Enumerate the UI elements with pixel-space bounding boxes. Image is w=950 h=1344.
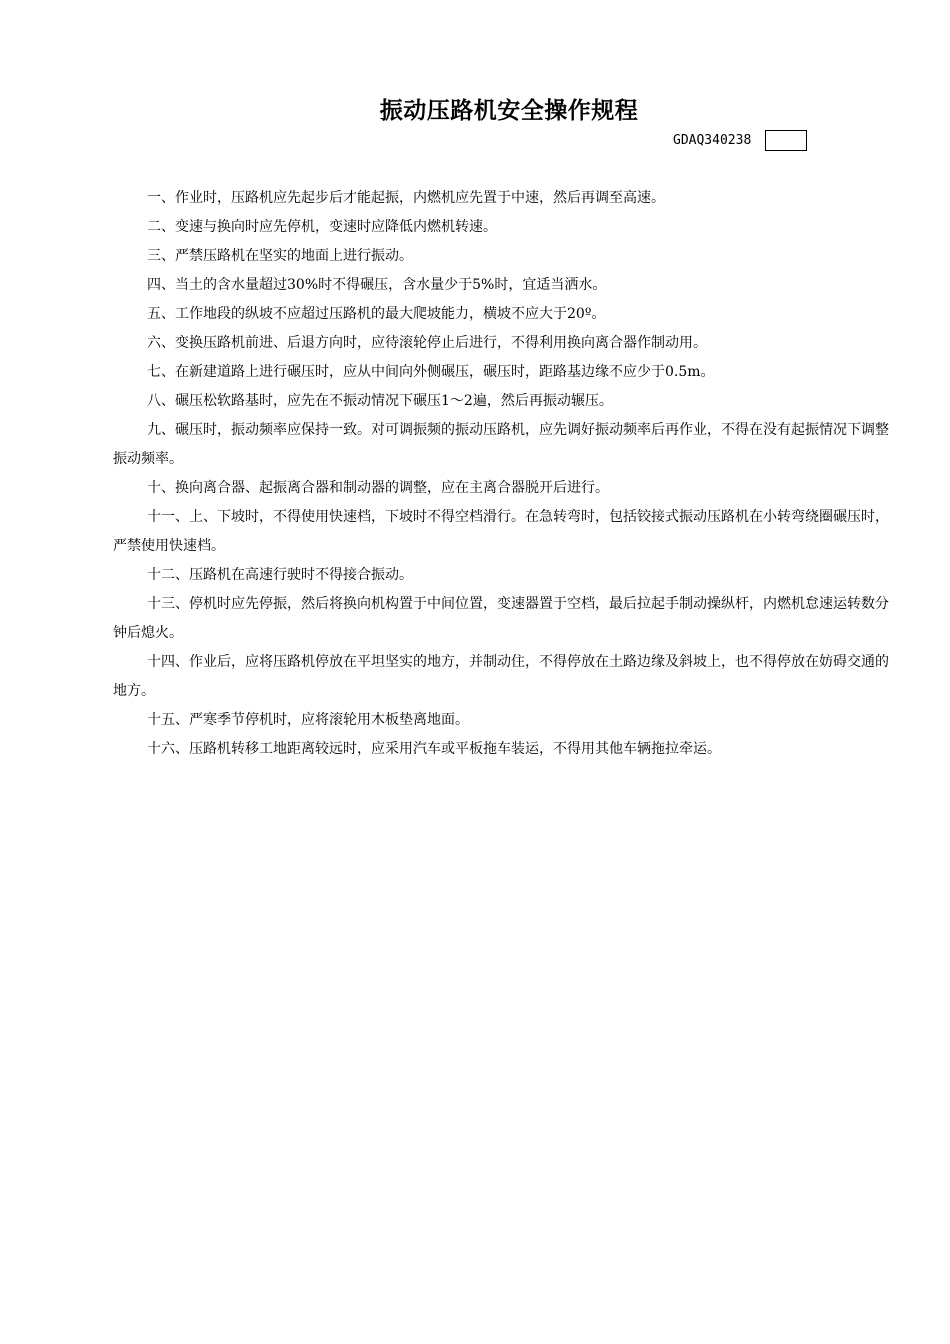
- regulation-item-11: 十一、上、下坡时，不得使用快速档，下坡时不得空档滑行。在急转弯时，包括铰接式振动压路机在小转弯绕圈碾压时，严禁使用快速档。: [113, 509, 889, 554]
- regulation-item-10: 十、换向离合器、起振离合器和制动器的调整，应在主离合器脱开后进行。: [147, 480, 609, 496]
- regulation-item-12: 十二、压路机在高速行驶时不得接合振动。: [147, 567, 413, 583]
- regulation-item-2: 二、变速与换向时应先停机，变速时应降低内燃机转速。: [147, 219, 497, 235]
- document-title: 振动压路机安全操作规程: [379, 98, 639, 124]
- document-number-box: [765, 130, 807, 151]
- regulation-item-4: 四、当土的含水量超过30%时不得碾压，含水量少于5%时，宜适当洒水。: [147, 277, 607, 293]
- regulation-item-14: 十四、作业后，应将压路机停放在平坦坚实的地方，并制动住，不得停放在土路边缘及斜坡上，也不得停放在妨碍交通的地方。: [113, 654, 889, 699]
- regulation-item-1: 一、作业时，压路机应先起步后才能起振，内燃机应先置于中速，然后再调至高速。: [147, 190, 665, 206]
- regulation-item-16: 十六、压路机转移工地距离较远时，应采用汽车或平板拖车装运，不得用其他车辆拖拉牵运。: [147, 741, 721, 757]
- regulation-item-8: 八、碾压松软路基时，应先在不振动情况下碾压1～2遍，然后再振动辗压。: [147, 393, 613, 409]
- regulation-item-15: 十五、严寒季节停机时，应将滚轮用木板垫离地面。: [147, 712, 469, 728]
- document-code-row: [673, 129, 807, 152]
- document-code: GDAQ340238: [673, 133, 752, 148]
- regulation-item-3: 三、严禁压路机在坚实的地面上进行振动。: [147, 248, 413, 264]
- regulation-body: [113, 184, 889, 764]
- regulation-item-6: 六、变换压路机前进、后退方向时，应待滚轮停止后进行，不得利用换向离合器作制动用。: [147, 335, 707, 351]
- regulation-item-13: 十三、停机时应先停振，然后将换向机构置于中间位置，变速器置于空档，最后拉起手制动操纵杆，内燃机怠速运转数分钟后熄火。: [113, 596, 889, 641]
- regulation-item-9: 九、碾压时，振动频率应保持一致。对可调振频的振动压路机，应先调好振动频率后再作业，不得在没有起振情况下调整振动频率。: [113, 422, 889, 467]
- regulation-item-7: 七、在新建道路上进行碾压时，应从中间向外侧碾压，碾压时，距路基边缘不应少于0.5m。: [147, 364, 715, 380]
- regulation-item-5: 五、工作地段的纵坡不应超过压路机的最大爬坡能力，横坡不应大于20º。: [147, 306, 606, 322]
